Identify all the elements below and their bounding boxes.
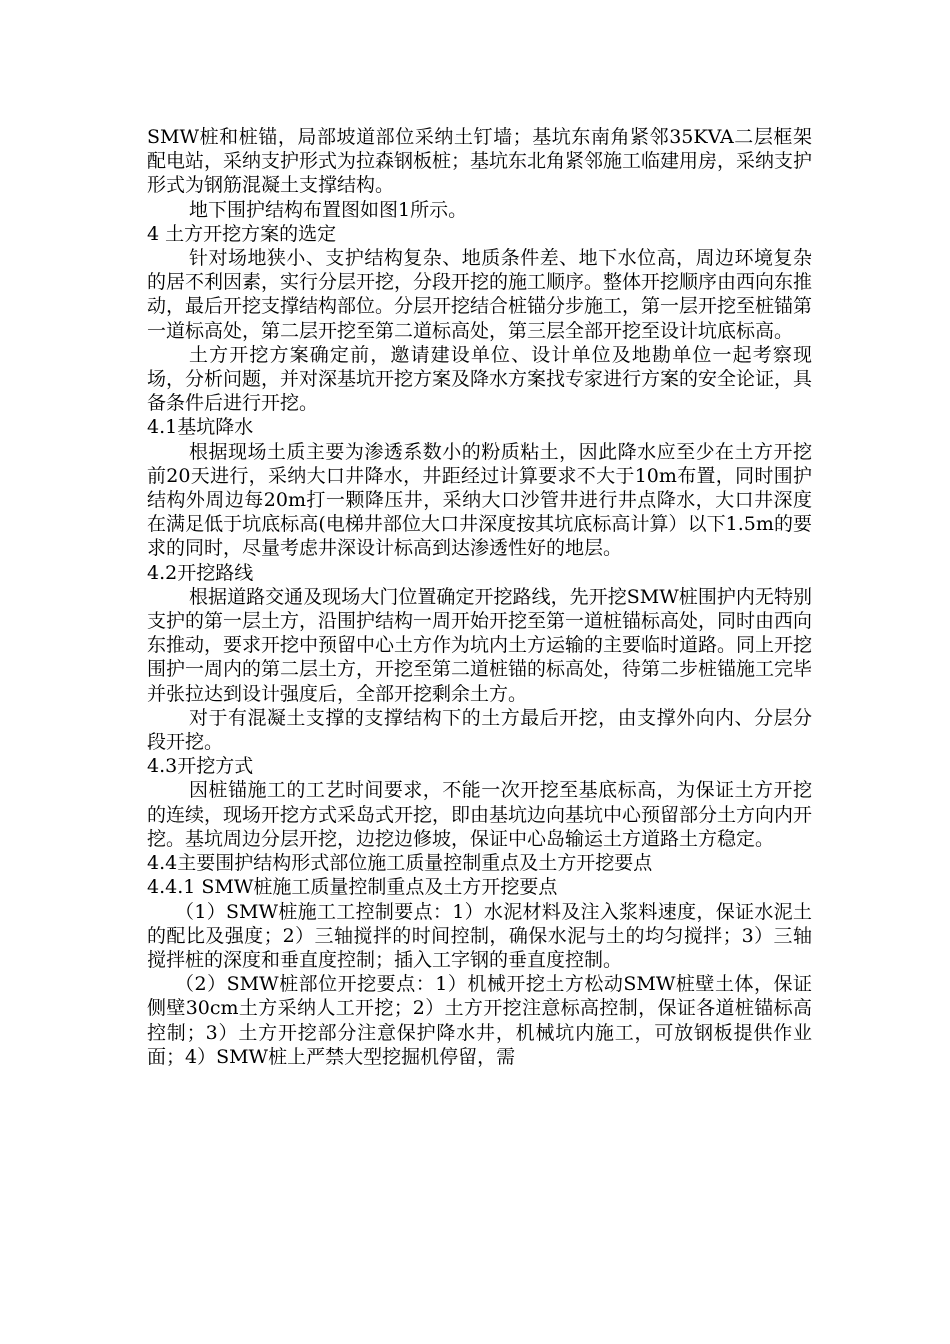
body-paragraph: 因桩锚施工的工艺时间要求，不能一次开挖至基底标高，为保证土方开挖的连续，现场开挖方式采岛式开挖，即由基坑边向基坑中心预留部分土方向内开挖。基坑周边分层开挖，边挖边修坡，保证中心岛输运土方道路土方稳定。 <box>147 779 813 850</box>
numbered-paragraph: （2）SMW桩部位开挖要点：1）机械开挖土方松动SMW桩壁土体，保证侧壁30cm土方采纳人工开挖；2）土方开挖注意标高控制，保证各道桩锚标高控制；3）土方开挖部分注意保护降水井，机械坑内施工，可放钢板提供作业面；4）SMW桩上严禁大型挖掘机停留，需 <box>147 973 812 1068</box>
body-paragraph: 针对场地狭小、支护结构复杂、地质条件差、地下水位高，周边环境复杂的居不利因素，实行分层开挖，分段开挖的施工顺序。整体开挖顺序由西向东推动，最后开挖支撑结构部位。分层开挖结合桩锚分步施工，第一层开挖至桩锚第一道标高处，第二层开挖至第二道标高处，第三层全部开挖至设计坑底标高。 <box>147 247 813 342</box>
document-body <box>147 125 812 1069</box>
body-paragraph-continued: SMW桩和桩锚，局部坡道部位采纳土钉墙；基坑东南角紧邻35KVA二层框架配电站，采纳支护形式为拉森钢板桩；基坑东北角紧邻施工临建用房，采纳支护形式为钢筋混凝土支撑结构。 <box>147 126 813 197</box>
body-paragraph: 地下围护结构布置图如图1所示。 <box>189 198 468 221</box>
body-paragraph: 根据现场土质主要为渗透系数小的粉质粘土，因此降水应至少在土方开挖前20天进行，采纳大口井降水，井距经过计算要求不大于10m布置，同时围护结构外周边每20m打一颗降压井，采纳大口沙管井进行井点降水，大口井深度在满足低于坑底标高(电梯井部位大口井深度按其坑底标高计算）以下1.5m的要求的同时，尽量考虑井深设计标高到达渗透性好的地层。 <box>147 440 812 560</box>
numbered-paragraph: （1）SMW桩施工工控制要点：1）水泥材料及注入浆料速度，保证水泥土的配比及强度；2）三轴搅拌的时间控制，确保水泥与土的均匀搅拌；3）三轴搅拌桩的深度和垂直度控制；插入工字钢的垂直度控制。 <box>147 900 812 971</box>
section-heading: 4.3开挖方式 <box>147 755 254 778</box>
section-heading: 4.4主要围护结构形式部位施工质量控制重点及土方开挖要点 <box>147 852 653 875</box>
body-paragraph: 根据道路交通及现场大门位置确定开挖路线，先开挖SMW桩围护内无特别支护的第一层土方，沿围护结构一周开始开挖至第一道桩锚标高处，同时由西向东推动，要求开挖中预留中心土方作为坑内土方运输的主要临时道路。同上开挖围护一周内的第二层土方，开挖至第二道桩锚的标高处，待第二步桩锚施工完毕并张拉达到设计强度后，全部开挖剩余土方。 <box>147 585 813 705</box>
section-heading: 4.1基坑降水 <box>147 416 254 439</box>
section-heading: 4 土方开挖方案的选定 <box>147 222 337 245</box>
subsection-heading: 4.4.1 SMW桩施工质量控制重点及土方开挖要点 <box>147 876 558 899</box>
body-paragraph: 土方开挖方案确定前，邀请建设单位、设计单位及地勘单位一起考察现场，分析问题，并对深基坑开挖方案及降水方案找专家进行方案的安全论证，具备条件后进行开挖。 <box>147 343 813 415</box>
section-heading: 4.2开挖路线 <box>147 561 254 584</box>
body-paragraph: 对于有混凝土支撑的支撑结构下的土方最后开挖，由支撑外向内、分层分段开挖。 <box>147 706 812 754</box>
